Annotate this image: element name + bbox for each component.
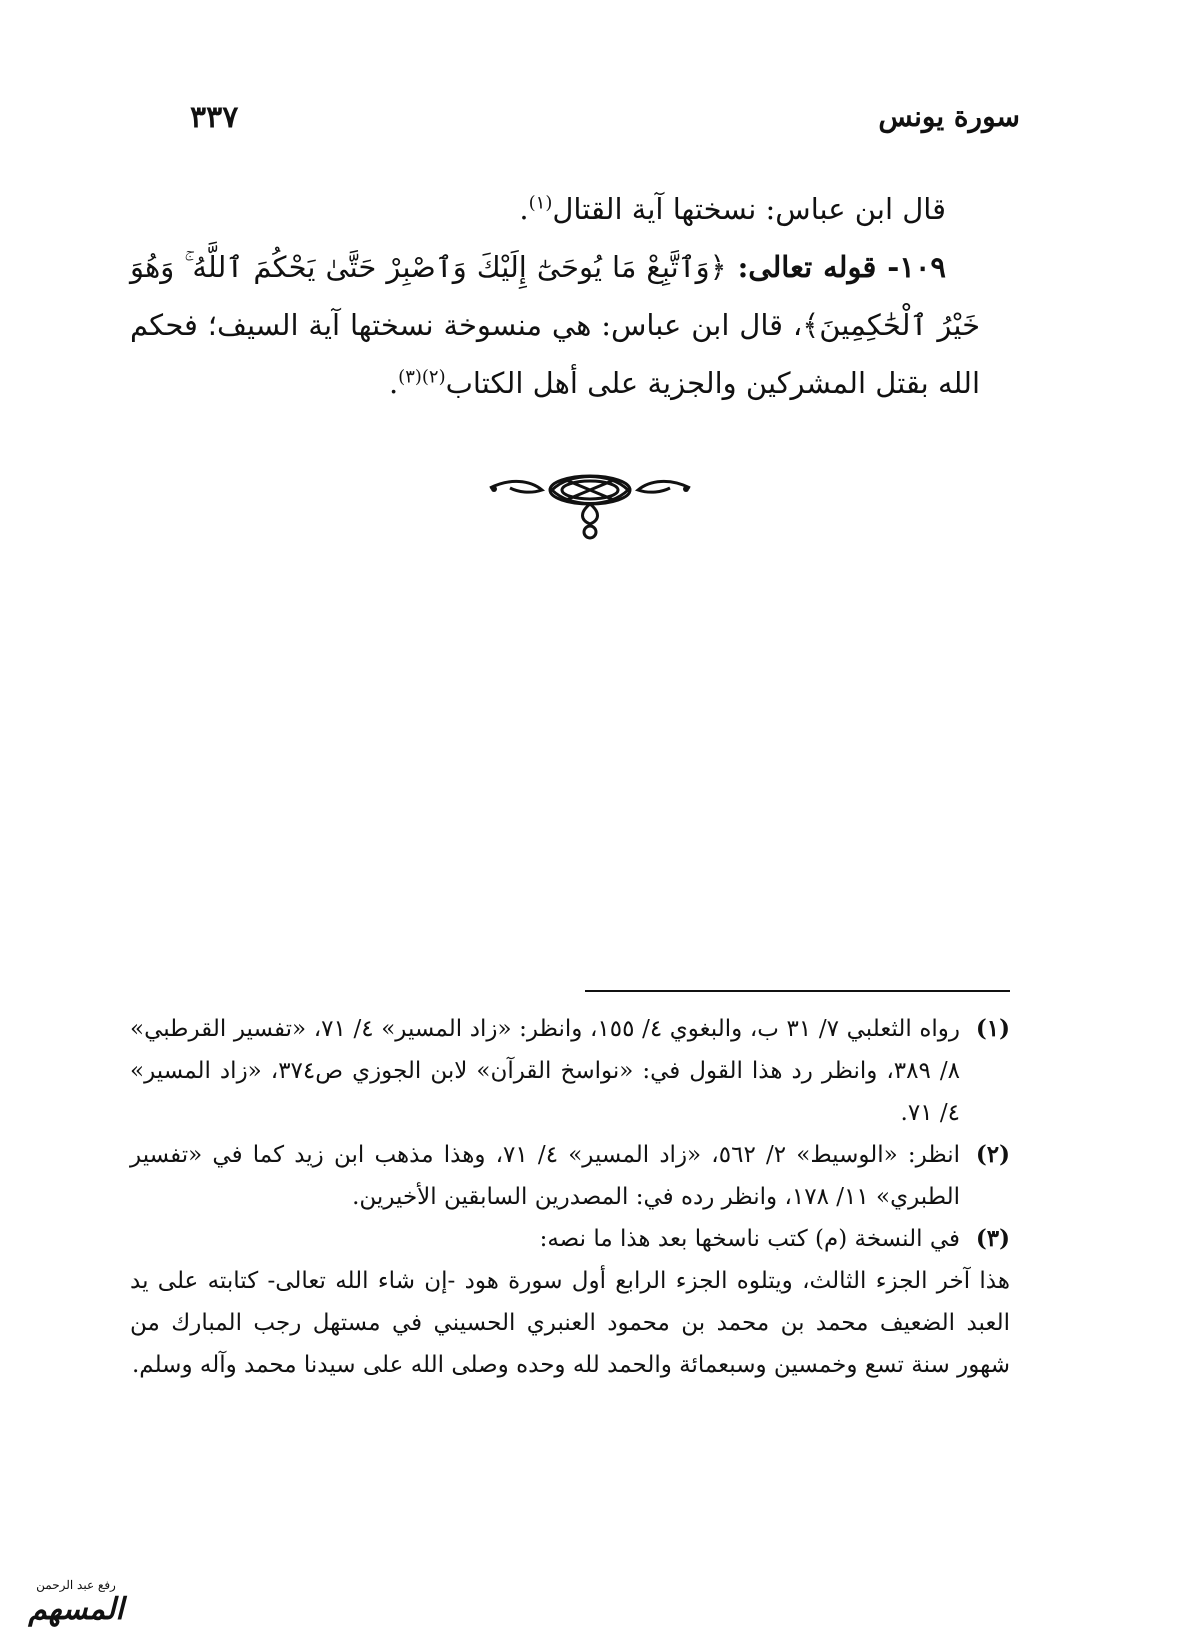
surah-title: سورة يونس [878,100,1020,133]
quran-verse: ﴿وَٱتَّبِعْ مَا يُوحَىٰٓ إِلَيْكَ وَٱصْبِرْ حَتَّىٰ يَحْكُمَ ٱللَّهُ ۚ وَهُوَ خَيْرُ ٱلْحَٰكِمِينَ﴾ [130,250,980,342]
paragraph-1 [130,180,980,238]
footnote-text: رواه الثعلبي ٧/ ٣١ ب، والبغوي ٤/ ١٥٥، وانظر: «زاد المسير» ٤/ ٧١، «تفسير القرطبي» ٨/ ٣٨٩، وانظر رد هذا القول في: «نواسخ القرآن» لابن الجوزي ص٣٧٤، «زاد المسير» ٤/ ٧١. [130,1016,961,1126]
verse-intro: - قوله تعالى: [726,250,900,284]
ornament-divider [480,468,700,548]
footnote-number: (٣) [975,1225,1010,1252]
footnotes [130,1008,1010,1386]
footnote-ref-1: (١) [528,192,553,214]
paragraph-2 [130,238,980,412]
footnote-1 [130,1008,1010,1134]
footnote-number: (٢) [975,1141,1010,1168]
footnote-2 [130,1134,1010,1218]
paragraph-1-text: قال ابن عباس: نسختها آية القتال [552,192,946,226]
footnote-3 [130,1218,1010,1260]
publisher-logo [6,1578,146,1642]
footnote-text: في النسخة (م) كتب ناسخها بعد هذا ما نصه: [539,1226,960,1252]
paragraph-1-end: . [519,192,529,226]
main-text [130,180,980,412]
paragraph-2-end: . [388,366,399,400]
page-number: ٣٣٧ [190,100,239,135]
footnote-number: (١) [975,1015,1010,1042]
colophon-text: هذا آخر الجزء الثالث، ويتلوه الجزء الرابع أول سورة هود -إن شاء الله تعالى- كتابته على يد العبد الضعيف محمد بن محمد بن محمود العنبري الحسيني في مستهل رجب المبارك من شهور سنة تسع وخمسين وسبعمائة والحمد لله وحده وصلى الله على سيدنا محمد وآله وسلم. [130,1268,1010,1378]
footnote-separator [585,990,1010,992]
page-header [190,100,1020,150]
footnote-ref-2-3: (٢)(٣) [398,366,446,388]
verse-comment: ، قال ابن عباس: هي منسوخة نسختها آية السيف؛ فحكم الله بقتل المشركين والجزية على أهل الكتاب [130,308,980,400]
footnote-text: انظر: «الوسيط» ٢/ ٥٦٢، «زاد المسير» ٤/ ٧١، وهذا مذهب ابن زيد كما في «تفسير الطبري» ١١/ ١٧٨، وانظر رده في: المصدرين السابقين الأخيرين. [130,1142,961,1210]
logo-caption: رفع عبد الرحمن [36,1578,116,1592]
logo-text: المسهم [28,1592,124,1627]
verse-number: ١٠٩ [899,250,946,284]
